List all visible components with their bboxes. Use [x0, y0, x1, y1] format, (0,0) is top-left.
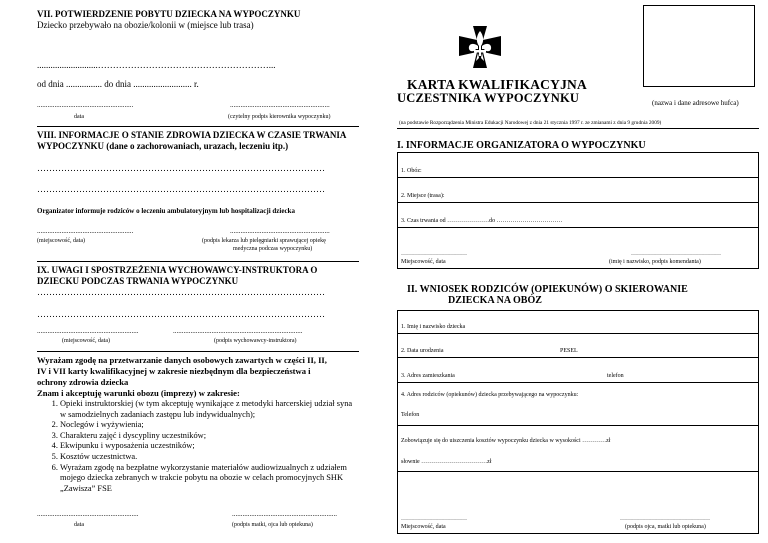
divider	[397, 128, 759, 129]
field-address[interactable]	[398, 358, 758, 383]
section-9-sig-left-dots[interactable]: ..........................................................	[37, 327, 139, 335]
section-8-dots-line1[interactable]: ……………………………………………………………………………………	[37, 163, 325, 173]
section-7-sig-left-caption: data	[74, 114, 84, 120]
section-7-sig-left-dots[interactable]: .......................................................	[37, 101, 134, 109]
section-9-dots-line1[interactable]: ……………………………………………………………………………………	[37, 287, 325, 297]
field-cost-words-label: słownie ……………………………zł	[401, 459, 492, 465]
sig-right-caption: (podpis ojca, matki lub opiekuna)	[625, 524, 706, 530]
field-duration-label: 3. Czas trwania od …………………do ……………………………	[401, 218, 563, 224]
section-9-heading-line1: IX. UWAGI I SPOSTRZEŻENIA WYCHOWAWCY-INSTRUKTORA O	[37, 265, 318, 275]
field-parents-phone-label: Telefon	[401, 412, 420, 418]
field-pesel-label: PESEL	[560, 348, 578, 354]
consent-item: 6. Wyrażam zgodę na bezpłatne wykorzystanie materiałów audiowizualnych z udziałem mojego dziecka zebranych w trakcie pobytu na obozie w celach promocyjnych SHK „Zawisza” FSE	[60, 463, 360, 495]
divider	[37, 261, 359, 262]
field-birth-date[interactable]	[398, 334, 758, 358]
section-8-sig-left-caption: (miejscowość, data)	[37, 238, 85, 244]
section-7-sig-right-caption: (czytelny podpis kierownika wypoczynku)	[228, 114, 331, 120]
sig-right-caption: (imię i nazwisko, podpis komendanta)	[609, 259, 701, 265]
field-child-name-label: 1. Imię i nazwisko dziecka	[401, 324, 466, 330]
section-7-place-line[interactable]: ...........................…………………………………………………...	[37, 60, 276, 70]
section-9-sig-right-dots[interactable]: ..........................................................................	[173, 327, 303, 335]
section-9-sig-right-caption: (podpis wychowawcy-instruktora)	[214, 338, 297, 344]
consent-sig-right-caption: (podpis matki, ojca lub opiekuna)	[232, 522, 313, 528]
section-7-subtitle: Dziecko przebywało na obozie/kolonii w (miejsce lub trasa)	[37, 20, 254, 30]
section-7-heading: VII. POTWIERDZENIE POBYTU DZIECKA NA WYPOCZYNKU	[37, 9, 301, 19]
regulation-note: (na podstawie Rozporządzenia Ministra Edukacji Narodowej z dnia 21 stycznia 1997 r. ze zmianami z dnia 9 grudnia 2009)	[399, 120, 662, 126]
consent-item: 3. Charakteru zajęć i dyscypliny uczestników;	[60, 431, 360, 442]
consent-sig-left-caption: data	[74, 522, 84, 528]
section-7-date-line[interactable]: od dnia ................ do dnia .......................... r.	[37, 79, 199, 89]
stamp-box[interactable]	[643, 5, 755, 87]
section-9-heading-line2: DZIECKU PODCZAS TRWANIA WYPOCZYNKU	[37, 276, 239, 286]
consent-line4: Znam i akceptuję warunki obozu (imprezy) w zakresie:	[37, 388, 240, 398]
consent-sig-left-dots[interactable]: ..........................................................	[37, 510, 139, 518]
field-parents-address-label: 4. Adres rodziców (opiekunów) dziecka przebywającego na wypoczynku:	[401, 392, 579, 398]
section-1-table	[397, 152, 759, 269]
section-9-dots-line2[interactable]: ……………………………………………………………………………………	[37, 309, 325, 319]
field-parents-address[interactable]	[398, 383, 758, 426]
field-commander-signature[interactable]	[398, 228, 758, 268]
section-8-sig-right-dots[interactable]: .........................................................	[230, 227, 330, 235]
consent-line2: IV i VII karty kwalifikacyjnej w zakresie niezbędnym dla bezpieczeństwa i	[37, 366, 311, 376]
field-duration[interactable]	[398, 203, 758, 228]
field-address-label: 3. Adres zamieszkania	[401, 373, 455, 379]
field-place[interactable]	[398, 178, 758, 203]
sig-right-dots: ………………………………………	[631, 251, 721, 257]
divider	[37, 351, 359, 352]
field-birth-date-label: 2. Data urodzenia	[401, 348, 444, 354]
section-1-heading: I. INFORMACJE ORGANIZATORA O WYPOCZYNKU	[397, 140, 646, 151]
divider	[37, 126, 359, 127]
fleur-de-lis-cross-icon	[455, 22, 505, 72]
section-9-sig-left-caption: (miejscowość, data)	[62, 338, 110, 344]
section-8-sig-right-caption-2: medyczna podczas wypoczynku)	[233, 246, 313, 252]
consent-line3: ochrony zdrowia dziecka	[37, 377, 129, 387]
section-8-sig-right-caption-1: (podpis lekarza lub pielęgniarki sprawującej opiekę	[202, 238, 326, 244]
consent-sig-right-dots[interactable]: ............................................................	[232, 510, 337, 518]
field-cost-label: Zobowiązuje się do uiszczenia kosztów wypoczynku dziecka w wysokości …………zł	[401, 438, 611, 444]
consent-item: 4. Ekwipunku i wyposażenia uczestników;	[60, 441, 360, 452]
consent-line1: Wyrażam zgodę na przetwarzanie danych osobowych zawartych w części II, II,	[37, 355, 327, 365]
consent-item: 5. Kosztów uczestnictwa.	[60, 452, 360, 463]
section-2-table	[397, 310, 759, 534]
sig-left-dots: ……………………………	[401, 516, 467, 522]
sig-left-caption: Miejscowość, data	[401, 259, 446, 265]
sig-left-dots: ……………………………	[401, 251, 467, 257]
field-camp-label: 1. Obóz:	[401, 168, 422, 174]
consent-item: 1. Opieki instruktorskiej (w tym akceptuję wynikające z metodyki harcerskiej udział syna w samodzielnych zadaniach zastępu lub indywidualnych);	[60, 399, 360, 420]
section-8-note: Organizator informuje rodziców o leczeniu ambulatoryjnym lub hospitalizacji dziecka	[37, 207, 295, 215]
field-cost[interactable]	[398, 426, 758, 472]
section-2-heading-line2: DZIECKA NA OBÓZ	[448, 295, 542, 306]
sig-right-dots: ………………………………………	[620, 516, 710, 522]
stamp-caption: (nazwa i dane adresowe hufca)	[652, 99, 739, 107]
section-8-heading-line1: VIII. INFORMACJE O STANIE ZDROWIA DZIECKA W CZASIE TRWANIA	[37, 130, 347, 140]
section-8-sig-left-dots[interactable]: .......................................................	[37, 227, 134, 235]
sig-left-caption: Miejscowość, data	[401, 524, 446, 530]
form-title-line1: KARTA KWALIFIKACYJNA	[407, 77, 587, 92]
field-child-name[interactable]	[398, 311, 758, 334]
consent-list	[42, 399, 360, 494]
section-8-dots-line2[interactable]: ……………………………………………………………………………………	[37, 184, 325, 194]
field-camp[interactable]	[398, 153, 758, 178]
section-2-heading-line1: II. WNIOSEK RODZICÓW (OPIEKUNÓW) O SKIEROWANIE	[407, 284, 688, 295]
section-7-sig-right-dots[interactable]: .........................................................	[230, 101, 330, 109]
field-phone-label: telefon	[607, 373, 624, 379]
consent-item: 2. Noclegów i wyżywienia;	[60, 420, 360, 431]
field-parent-signature[interactable]	[398, 472, 758, 533]
form-title-line2: UCZESTNIKA WYPOCZYNKU	[397, 91, 580, 105]
section-8-heading-line2: WYPOCZYNKU (dane o zachorowaniach, urazach, leczeniu itp.)	[37, 141, 289, 151]
field-place-label: 2. Miejsce (trasa):	[401, 193, 445, 199]
